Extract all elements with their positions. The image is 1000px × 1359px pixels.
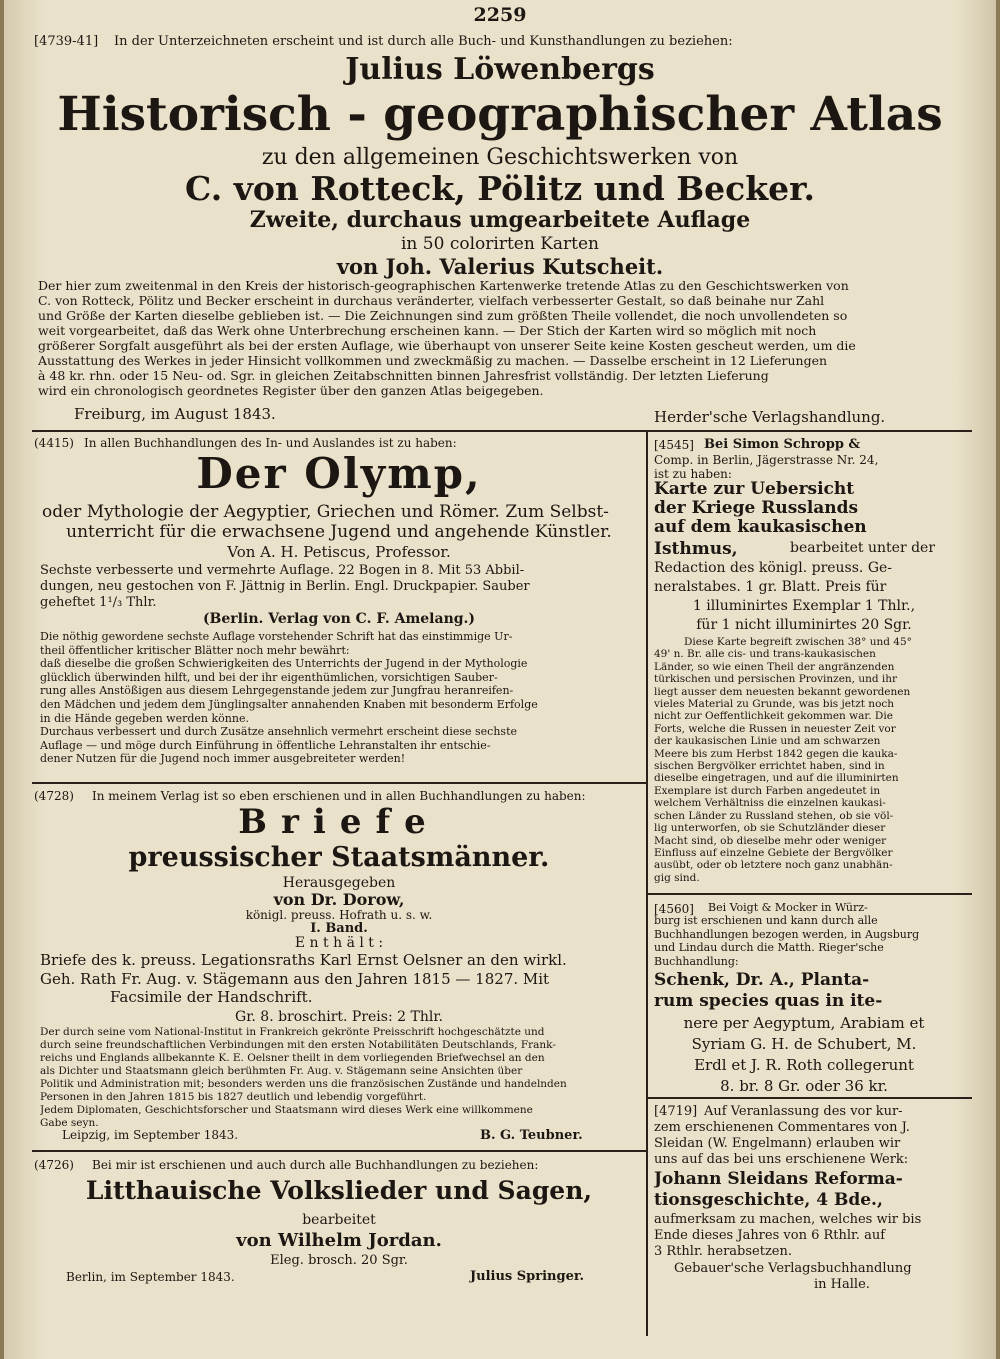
- olymp-details-line: Sechste verbesserte und vermehrte Auflage. 22 Bogen in 8. Mit 53 Abbil-: [40, 563, 525, 578]
- section-divider: [648, 1097, 972, 1099]
- sleidan-body2-line: 3 Rthlr. herabsetzen.: [654, 1244, 792, 1259]
- karte-body-line: lig unterworfen, ob sie Schutzländer dieser: [654, 822, 886, 835]
- karte-body-line: gig sind.: [654, 871, 700, 884]
- litthauische-bearbeitet: bearbeitet: [302, 1212, 376, 1228]
- olymp-body-line: Durchaus verbessert und durch Zusätze ansehnlich vermehrt erscheint diese sechste: [40, 725, 517, 739]
- sleidan-title-1: Johann Sleidans Reforma-: [654, 1169, 903, 1189]
- briefe-ref: (4728): [34, 789, 74, 803]
- karte-intro-3: ist zu haben:: [654, 467, 732, 481]
- briefe-editor: von Dr. Dorow,: [273, 890, 405, 909]
- section-divider: [32, 430, 972, 432]
- karte-body-line: sischen Bergvölker errichtet haben, sind in: [654, 760, 885, 773]
- schenk-intro-line: Buchhandlung:: [654, 954, 739, 968]
- section-divider: [32, 782, 646, 784]
- briefe-intro: In meinem Verlag ist so eben erschienen und in allen Buchhandlungen zu haben:: [92, 789, 586, 803]
- briefe-body-line: als Dichter und Staatsmann gleich berühmten Fr. Aug. v. Stägemann seine Ansichten über: [40, 1065, 523, 1077]
- karte-title-line: auf dem kaukasischen: [654, 518, 867, 537]
- olymp-body-line: daß dieselbe die großen Schwierigkeiten des Unterrichts der Jugend in der Mythologie: [40, 657, 528, 671]
- header-intro: In der Unterzeichneten erscheint und ist durch alle Buch- und Kunsthandlungen zu beziehen:: [114, 34, 733, 49]
- atlas-body-line: C. von Rotteck, Pölitz und Becker erscheint in durchaus veränderter, vielfach verbesserter Gestalt, so daß beinahe nur Zahl: [38, 293, 825, 308]
- karte-body-line: vieles Material zu Grunde, was bis jetzt noch: [654, 698, 895, 711]
- karte-title-line: Karte zur Uebersicht: [654, 480, 855, 499]
- schenk-intro-line: Buchhandlungen bezogen werden, in Augsburg: [654, 927, 920, 941]
- schenk-details-line: nere per Aegyptum, Arabiam et: [683, 1014, 925, 1032]
- karte-body-line: Meere bis zum Herbst 1842 gegen die kauka-: [654, 747, 898, 760]
- litthauische-publisher: Julius Springer.: [470, 1269, 585, 1284]
- briefe-title-2: preussischer Staatsmänner.: [128, 842, 550, 873]
- atlas-body: [38, 278, 966, 398]
- litthauische-price: Eleg. brosch. 20 Sgr.: [270, 1253, 408, 1268]
- olymp-body-line: dener Nutzen für die Jugend noch immer ausgebreiteter werden!: [40, 752, 406, 766]
- litthauische-ref: (4726): [34, 1158, 74, 1172]
- olymp-publisher: (Berlin. Verlag von C. F. Amelang.): [202, 611, 476, 627]
- atlas-body-line: größerer Sorgfalt ausgeführt als bei der ersten Auflage, wie überhaupt von unserer Seite keine Kosten gescheut werden, um die: [38, 338, 856, 353]
- karte-body-line: dieselbe eingetragen, und auf die illuminirten: [654, 772, 899, 785]
- briefe-body-line: Personen in den Jahren 1815 bis 1827 deutlich und lebendig vorgeführt.: [40, 1091, 427, 1103]
- olymp-subtitle-2: unterricht für die erwachsene Jugend und angehende Künstler.: [66, 522, 612, 542]
- karte-body-line: der kaukasischen Linie und am schwarzen: [654, 735, 881, 748]
- karte-body-line: liegt ausser dem neuesten bekannt gewordenen: [654, 685, 911, 698]
- atlas-edition: Zweite, durchaus umgearbeitete Auflage: [249, 207, 751, 233]
- karte-title-last: Isthmus,: [654, 539, 738, 559]
- atlas-body-line: wird ein chronologisch geordnetes Register über den ganzen Atlas beigegeben.: [38, 383, 544, 398]
- karte-body-line: türkischen und persischen Provinzen, und ihr: [654, 673, 898, 686]
- karte-body-line: Exemplare ist durch Farben angedeutet in: [654, 784, 881, 797]
- atlas-author-line: Julius Löwenbergs: [345, 52, 655, 87]
- karte-body-line: nicht zur Oeffentlichkeit gekommen war. Die: [654, 710, 893, 723]
- briefe-enthaelt: E n t h ä l t :: [294, 935, 384, 951]
- karte-details-line: 1 illuminirtes Exemplar 1 Thlr.,: [692, 598, 916, 614]
- schenk-details-line: Erdl et J. R. Roth collegerunt: [694, 1056, 914, 1074]
- olymp-body-line: rung alles Anstößigen aus diesem Lehrgegenstande jedem zur Jungfrau heranreifen-: [40, 684, 514, 698]
- briefe-price: Gr. 8. broschirt. Preis: 2 Thlr.: [235, 1009, 443, 1025]
- sleidan-body-line: Sleidan (W. Engelmann) erlauben wir: [654, 1136, 901, 1151]
- briefe-contents-line: Facsimile der Handschrift.: [110, 988, 313, 1006]
- karte-details-0: bearbeitet unter der: [790, 540, 936, 556]
- sleidan-place: in Halle.: [814, 1277, 870, 1292]
- briefe-contents: [40, 951, 640, 1007]
- olymp-body-line: den Mädchen und jedem dem Jünglingsalter annahenden Knaben mit besonderm Erfolge: [40, 697, 538, 711]
- briefe-contents-line: Geh. Rath Fr. Aug. v. Stägemann aus den Jahren 1815 — 1827. Mit: [40, 969, 550, 988]
- karte-details-line: für 1 nicht illuminirtes 20 Sgr.: [696, 617, 912, 633]
- schenk-details-line: 8. br. 8 Gr. oder 36 kr.: [720, 1077, 888, 1095]
- sleidan-publisher: Gebauer'sche Verlagsbuchhandlung: [674, 1261, 912, 1276]
- sleidan-body2-line: Ende dieses Jahres von 6 Rthlr. auf: [654, 1228, 886, 1243]
- atlas-publisher: Herder'sche Verlagshandlung.: [654, 408, 886, 426]
- briefe-body-line: Jedem Diplomaten, Geschichtsforscher und Staatsmann wird dieses Werk eine willkommene: [40, 1104, 533, 1116]
- karte-body-line: 49' n. Br. alle cis- und trans-kaukasischen: [654, 648, 876, 661]
- schenk-intro-line: burg ist erschienen und kann durch alle: [654, 914, 878, 928]
- atlas-body-line: Ausstattung des Werkes in jeder Hinsicht vollkommen und zweckmäßig zu machen. — Dasselbe erscheint in 12 Lieferungen: [38, 353, 828, 368]
- briefe-body-line: Gabe seyn.: [40, 1117, 99, 1129]
- briefe-place-date: Leipzig, im September 1843.: [62, 1128, 239, 1142]
- briefe-body-line: durch seine freundschaftlichen Verbindungen mit den ersten Notabilitäten Deutschlands, Frank-: [40, 1039, 556, 1051]
- atlas-maps: in 50 colorirten Karten: [401, 234, 599, 254]
- olymp-details: [40, 563, 640, 611]
- column-divider: [646, 432, 648, 1336]
- karte-body-line: welchem Verhältniss die einzelnen kaukasi-: [654, 797, 886, 810]
- atlas-body-line: à 48 kr. rhn. oder 15 Neu- od. Sgr. in gleichen Zeitabschnitten binnen Jahresfrist vollständig. Der letzten Lieferung: [38, 368, 769, 383]
- sleidan-body-line: zem erschienenen Commentares von J.: [654, 1120, 910, 1135]
- olymp-body-line: Auflage — und möge durch Einführung in öffentliche Lehranstalten ihr entschie-: [40, 738, 491, 752]
- olymp-body-line: theil öffentlicher kritischer Blätter noch mehr bewährt:: [40, 643, 350, 657]
- atlas-authors: C. von Rotteck, Pölitz und Becker.: [185, 169, 815, 208]
- schenk-title-1: Schenk, Dr. A., Planta-: [654, 970, 870, 990]
- schenk-details: [654, 1013, 954, 1097]
- karte-ref: [4545]: [654, 438, 694, 452]
- olymp-body-line: glücklich überwinden hilft, und bei der ihr eigenthümlichen, vorsichtigen Sauber-: [40, 670, 498, 684]
- atlas-place-date: Freiburg, im August 1843.: [74, 405, 276, 423]
- schenk-intro: [654, 901, 954, 968]
- atlas-body-line: Der hier zum zweitenmal in den Kreis der historisch-geographischen Kartenwerke tretende Atlas zu den Geschichtswerken von: [38, 278, 849, 293]
- briefe-body-line: Politik und Administration mit; besonders werden uns die französischen Zustände und handelnden: [40, 1078, 567, 1090]
- sleidan-body-2: [654, 1212, 954, 1260]
- atlas-by: von Joh. Valerius Kutscheit.: [336, 254, 664, 279]
- briefe-body-line: Der durch seine vom National-Institut in Frankreich gekrönte Preisschrift hochgeschätzte und: [40, 1026, 545, 1038]
- karte-details-line: neralstabes. 1 gr. Blatt. Preis für: [654, 579, 887, 595]
- sleidan-ref: [4719]: [654, 1104, 698, 1119]
- section-divider: [32, 1150, 646, 1152]
- sleidan-title-2: tionsgeschichte, 4 Bde.,: [654, 1190, 883, 1210]
- litthauische-title: Litthauische Volkslieder und Sagen,: [85, 1176, 593, 1205]
- karte-title-line: der Kriege Russlands: [654, 499, 859, 518]
- karte-body-line: Macht sind, ob dieselbe mehr oder weniger: [654, 834, 887, 847]
- karte-title: [654, 480, 954, 537]
- schenk-details-line: Syriam G. H. de Schubert, M.: [691, 1035, 917, 1053]
- olymp-author: Von A. H. Petiscus, Professor.: [227, 543, 451, 561]
- section-divider: [648, 893, 972, 895]
- karte-details-line: Redaction des königl. preuss. Ge-: [654, 560, 893, 576]
- atlas-body-line: weit vorgearbeitet, daß das Werk ohne Unterbrechung erscheinen kann. — Der Stich der Karten wird so möglich mit noch: [38, 323, 817, 338]
- schenk-title-2: rum species quas in ite-: [654, 991, 883, 1011]
- briefe-band: I. Band.: [310, 921, 368, 936]
- atlas-subtitle: zu den allgemeinen Geschichtswerken von: [261, 145, 739, 170]
- olymp-ref: (4415): [34, 436, 74, 450]
- karte-details: [654, 559, 954, 635]
- sleidan-body-line: uns auf das bei uns erschienene Werk:: [654, 1152, 909, 1167]
- olymp-body-line: Die nöthig gewordene sechste Auflage vorstehender Schrift hat das einstimmige Ur-: [40, 630, 513, 643]
- newspaper-page: [4, 0, 996, 1359]
- sleidan-body-line: Auf Veranlassung des vor kur-: [704, 1104, 903, 1119]
- olymp-title: Der Olymp,: [196, 449, 482, 498]
- litthauische-place-date: Berlin, im September 1843.: [66, 1270, 235, 1284]
- litthauische-intro: Bei mir ist erschienen und auch durch alle Buchhandlungen zu beziehen:: [92, 1158, 539, 1172]
- litthauische-author: von Wilhelm Jordan.: [236, 1230, 442, 1251]
- atlas-body-line: und Größe der Karten dieselbe geblieben ist. — Die Zeichnungen sind zum größten Theile vollendet, die noch unvollendeten so: [38, 308, 848, 323]
- header-ref: [4739-41]: [34, 34, 99, 49]
- karte-body-line: Diese Karte begreift zwischen 38° und 45°: [684, 636, 912, 648]
- karte-intro-1: Bei Simon Schropp &: [704, 437, 861, 452]
- briefe-body-line: reichs und Englands allbekannte K. E. Oelsner theilt in dem vorliegenden Briefwechsel an den: [40, 1052, 545, 1064]
- briefe-title: Briefe: [238, 802, 440, 842]
- karte-body-line: schen Länder zu Russland stehen, ob sie völ-: [654, 809, 894, 822]
- karte-body-line: Länder, so wie einen Theil der angränzenden: [654, 660, 895, 673]
- briefe-rank: königl. preuss. Hofrath u. s. w.: [245, 908, 433, 922]
- karte-body-line: ausübt, oder ob letztere noch ganz unabhän-: [654, 859, 893, 872]
- briefe-publisher: B. G. Teubner.: [480, 1128, 583, 1143]
- page-number: 2259: [473, 4, 527, 26]
- olymp-details-line: geheftet 1¹/₃ Thlr.: [40, 595, 157, 610]
- sleidan-body2-line: aufmerksam zu machen, welches wir bis: [654, 1212, 922, 1227]
- olymp-body: [40, 630, 640, 766]
- olymp-subtitle-1: oder Mythologie der Aegyptier, Griechen und Römer. Zum Selbst-: [42, 502, 609, 522]
- karte-body-line: Einfluss auf einzelne Gebiete der Bergvölker: [654, 846, 893, 859]
- karte-body-line: Forts, welche die Russen in neuester Zeit vor: [654, 722, 896, 735]
- sleidan-body: [654, 1104, 954, 1168]
- briefe-contents-line: Briefe des k. preuss. Legationsraths Karl Ernst Oelsner an den wirkl.: [40, 951, 567, 969]
- schenk-intro-line: Bei Voigt & Mocker in Würz-: [708, 901, 868, 914]
- atlas-title: Historisch - geographischer Atlas: [57, 87, 943, 142]
- karte-intro-2: Comp. in Berlin, Jägerstrasse Nr. 24,: [654, 453, 879, 467]
- briefe-body: [40, 1026, 640, 1130]
- briefe-herausgegeben: Herausgegeben: [282, 875, 396, 891]
- schenk-ref: [4560]: [654, 902, 694, 916]
- karte-body: [654, 636, 954, 884]
- olymp-details-line: dungen, neu gestochen von F. Jättnig in Berlin. Engl. Druckpapier. Sauber: [40, 579, 530, 594]
- olymp-body-line: in die Hände gegeben werden könne.: [40, 711, 249, 725]
- olymp-intro: In allen Buchhandlungen des In- und Auslandes ist zu haben:: [84, 436, 457, 450]
- schenk-intro-line: und Lindau durch die Matth. Rieger'sche: [654, 941, 884, 955]
